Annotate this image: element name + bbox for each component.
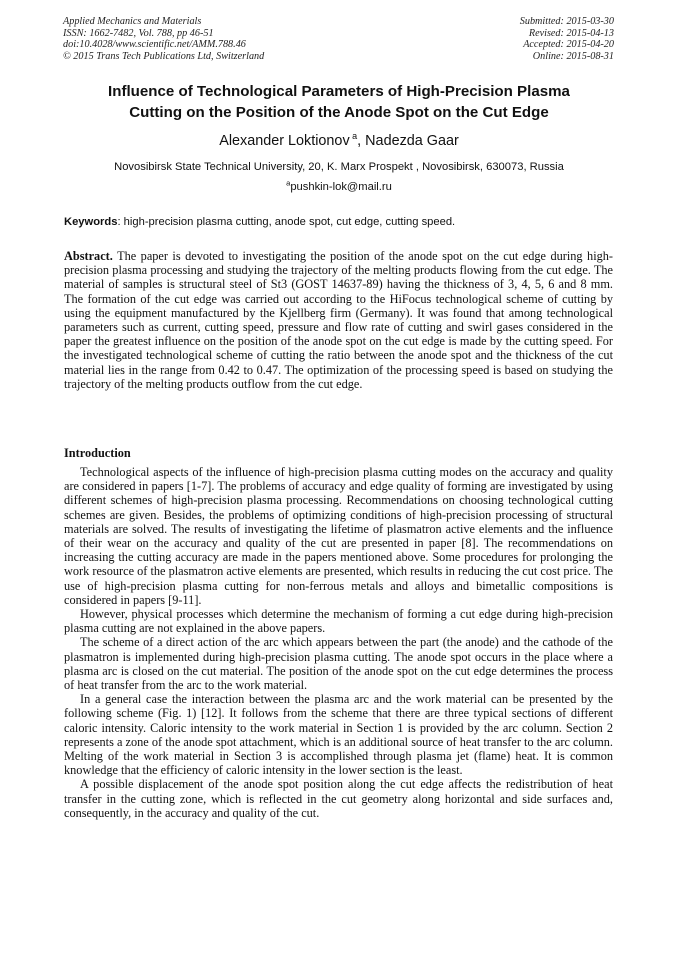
keywords-text: : high-precision plasma cutting, anode spot, cut edge, cutting speed.: [117, 216, 456, 228]
submitted-date: Submitted: 2015-03-30: [519, 16, 614, 27]
accepted-date: Accepted: 2015-04-20: [523, 39, 614, 51]
email-mark: a: [286, 178, 291, 188]
issn-line: ISSN: 1662-7482, Vol. 788, pp 46-51: [63, 27, 214, 39]
copyright-line: © 2015 Trans Tech Publications Ltd, Switzerland: [63, 50, 265, 62]
abstract-text: The paper is devoted to investigating the position of the anode spot on the cut edge during high-precision plasma processing and studying the trajectory of the melting products flowing from the cut edge. The material of samples is structural steel of St3 (GOST 14637-89) having the thickness of 3, 4, 5, 6 and 8 mm. The formation of the cut edge was carried out according to the HiFocus technological scheme of cutting by using the equipment manufactured by the Kjellberg firm (Germany). It was found that among technological parameters such as current, cutting speed, pressure and flow rate of cutting and swirl gases considered in the paper the greatest influence on the position of the anode spot on the cut edge is made by the cutting speed. For the investigated technological scheme of cutting the ratio between the anode spot and the thickness of the cut material lies in the range from 0.42 to 0.47. The optimization of the processing speed is based on studying the trajectory of the melting products outflow from the cut edge.: [64, 249, 613, 391]
abstract: [64, 249, 613, 391]
affiliation: Novosibirsk State Technical University, 20, K. Marx Prospekt , Novosibirsk, 630073, Russia: [114, 161, 564, 173]
journal-name: Applied Mechanics and Materials: [63, 16, 202, 27]
abstract-label: Abstract.: [64, 249, 113, 263]
introduction-body: [64, 465, 613, 820]
online-date: Online: 2015-08-31: [532, 50, 614, 62]
title-line-2: Cutting on the Position of the Anode Spot on the Cut Edge: [129, 104, 549, 121]
intro-paragraph: However, physical processes which determine the mechanism of forming a cut edge during high-precision plasma cutting are not explained in the above papers.: [64, 607, 613, 636]
email-address: pushkin-lok@mail.ru: [290, 181, 392, 193]
doi-line: doi:10.4028/www.scientific.net/AMM.788.46: [63, 39, 246, 51]
paper-title: [60, 81, 618, 123]
journal-info: [63, 16, 264, 62]
intro-paragraph: In a general case the interaction between the plasma arc and the work material can be presented by the following scheme (Fig. 1) [12]. It follows from the scheme that there are three typical sections of different caloric intensity. Caloric intensity to the work material in Section 1 is provided by the arc column. Section 2 represents a zone of the anode spot attachment, which is an additional source of heat transfer to the arc column. Melting of the work material in Section 3 is accomplished through plasma jet (flame) heat. It is common knowledge that the efficiency of caloric intensity in the lower section is the least.: [64, 692, 613, 778]
publication-dates: [520, 16, 614, 62]
intro-paragraph: A possible displacement of the anode spot position along the cut edge affects the redistribution of heat transfer in the cutting zone, which is reflected in the cut geometry along horizontal and side surfaces and, consequently, in the accuracy and quality of the cut.: [64, 777, 613, 820]
keywords: [64, 215, 616, 229]
intro-paragraph: Technological aspects of the influence of high-precision plasma cutting modes on the accuracy and quality are considered in papers [1-7]. The problems of accuracy and edge quality of forming are investigated by using different schemes of high-precision plasma processing. Recommendations on choosing technological cutting schemes are given. Besides, the problems of optimizing conditions of high-precision processing of structural materials are solved. The results of investigating the lifetime of plasmatron active elements and the influence of their wear on the accuracy and quality of the cut are presented in paper [8]. The recommendations on increasing the cutting accuracy are made in the papers mentioned above. Some procedures for prolonging the work resource of the plasmatron active elements are presented, which results in reducing the cut cost price. The use of high-precision plasma cutting for non-ferrous metals and alloys and bimetallic compositions is considered in papers [9-11].: [64, 465, 613, 607]
author-1: Alexander Loktionov: [219, 133, 350, 149]
keywords-label: Keywords: [64, 216, 118, 228]
author-2: , Nadezda Gaar: [357, 133, 459, 149]
email: [60, 180, 618, 194]
intro-paragraph: The scheme of a direct action of the arc which appears between the part (the anode) and the cathode of the plasmatron is implemented during high-precision plasma cutting. The anode spot occurs in the place where a plasma arc is closed on the cut material. The position of the anode spot on the cut edge determines the process of heat transfer from the arc to the work material.: [64, 635, 613, 693]
introduction-heading: Introduction: [64, 446, 131, 460]
revised-date: Revised: 2015-04-13: [528, 27, 614, 39]
author-1-mark: a: [352, 131, 358, 142]
title-line-1: Influence of Technological Parameters of High-Precision Plasma: [108, 83, 570, 100]
authors: [60, 132, 618, 150]
